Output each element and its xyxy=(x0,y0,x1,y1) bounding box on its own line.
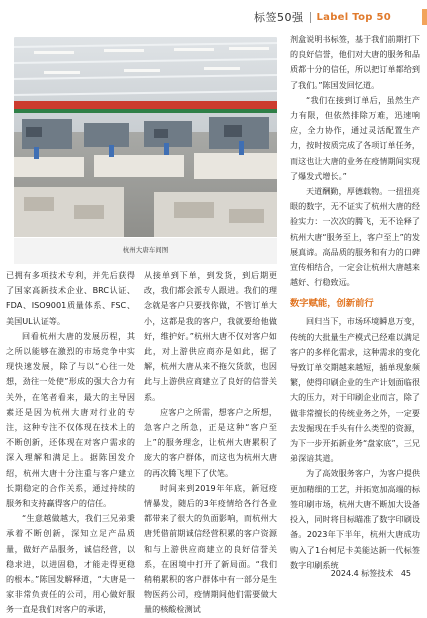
section-heading: 数字赋能，创新前行 xyxy=(290,298,374,310)
red-banner xyxy=(14,101,277,109)
text-column-2 xyxy=(144,268,277,618)
page-number: 45 xyxy=(400,569,411,578)
paragraph: 已拥有多项技术专利，并先后获得了国家高新技术企业、BRC认证、FDA、ISO9001质量体系、FSC、美国UL认证等。 xyxy=(6,270,135,326)
text-column-1 xyxy=(6,268,135,618)
paragraph: 应客户之所需，想客户之所想，急客户之所急，正是这种“客户至上”的服务理念，让杭州大唐累积了庞大的客户群体，而这也为杭州大唐的再次腾飞埋下了伏笔。 xyxy=(144,406,277,478)
issue-number: 2024.4 xyxy=(330,569,359,578)
paragraph: 回归当下，市场环境瞬息万变，传统的大批量生产模式已经难以满足客户的多样化需求，这种需求的变化导致订单交期越来越短，插单现象频繁，使得印刷企业的生产计划面临很大的压力，对于印刷企业而言，除了做非常擅长的传统业务之外，一定要去发掘现在手头有什么类型的资源，为下一步开拓新业务“盘家底”，三兄弟深谙其道。 xyxy=(290,316,420,464)
column-tag-english: Label Top 50 xyxy=(316,11,391,23)
text-column-3 xyxy=(290,32,420,573)
paragraph: 回看杭州大唐的发展历程，其之所以能够在激烈的市场竞争中实现快速发展，除了与以“心往一处想，劲往一处使”形成的强大合力有关外，在笔者看来，最大的主导因素还是因为杭州大唐对行业的专注，这种专注不仅体现在技术上的不断创新，还体现在对客户需求的深入理解和满足上。据陈国发介绍，杭州大唐十分注重与客户建立长期稳定的合作关系，通过持续的服务和支持赢得客户的信任。 xyxy=(6,330,135,509)
page-header xyxy=(254,8,416,26)
column-tag: 标签50强 xyxy=(254,11,304,24)
magazine-name: 标签技术 xyxy=(361,569,394,578)
paragraph: 从接单到下单，到发货，到后期更改，我们都会派专人跟进。我们的理念就是客户只要找你做，不管订单大小，这都是我的客户，我就要给他做好，维护好。”杭州大唐不仅对客户如此，对上游供应商亦是如此，据了解，杭州大唐从来不拖欠货款，也因此与上游供应商建立了良好的信誉关系。 xyxy=(144,270,277,402)
header-accent-bar xyxy=(422,9,427,25)
paragraph: 剂盒说明书标签，基于我们前期打下的良好信誉，他们对大唐的服务和品质都十分的信任，所以把订单都给到了我们。”陈国发回忆道。 xyxy=(290,34,420,90)
paragraph: 时间来到2019年年底，新冠疫情暴发，随后的3年疫情给各行各业都带来了很大的负面影响，而杭州大唐凭借前期诚信经营积累的客户资源和与上游供应商建立的良好信誉关系，在困境中打开了新局面。“我们稍稍累积的客户群体中有一部分是生物医药公司，疫情期间他们需要做大量的核酸检测试 xyxy=(144,482,277,615)
header-divider xyxy=(310,12,311,23)
paragraph: 天道酬勤，厚德载物。一扭扭亮眼的数字，无不证实了杭州大唐的经验实力：一次次的腾飞，无不诠释了杭州大唐“服务至上，客户至上”的发展真谛。高品质的服务和有力的口碑宣传相结合，一定会让杭州大唐越来越好、行稳致远。 xyxy=(290,186,420,288)
paragraph: “我们在接到订单后，虽然生产力有限，但依然排除万难，迅速响应，全力协作，通过灵活配置生产力，按时按质完成了各项订单任务，而这也让大唐的业务在疫情期间实现了爆发式增长。” xyxy=(290,94,420,181)
photo-caption-box xyxy=(14,238,277,264)
paragraph: 为了高效服务客户，为客户提供更加精细的工艺，并拓宽加高端的标签印刷市场，杭州大唐不断加大设备投入，同时将目标瞄准了数字印刷设备。2023年下半年，杭州大唐成功购入了1台柯尼卡美能达新一代标签数字印刷系统 xyxy=(290,468,420,570)
paragraph: “生意越做越大，我们三兄弟秉承着不断创新，深知立足产品质量，做好产品服务，诚信经营，以稳求进，以进固稳，才能走得更稳的根本。”陈国发解释道，“大唐是一家非常负责任的公司，用心做好服务一直是我们对客户的承诺， xyxy=(6,513,135,615)
page-footer xyxy=(331,568,411,579)
photo-caption: 杭州大唐车间图 xyxy=(122,246,169,254)
factory-workshop-photo xyxy=(14,37,277,237)
